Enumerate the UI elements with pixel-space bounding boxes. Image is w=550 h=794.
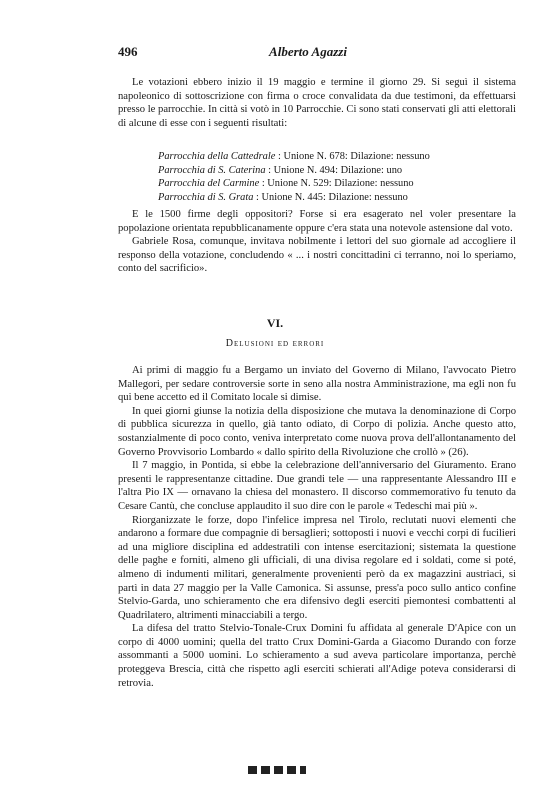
parish-results bbox=[158, 150, 430, 204]
page-number: 496 bbox=[118, 44, 138, 59]
parish-union: : Unione N. 494: bbox=[268, 164, 339, 176]
parish-name: Parrocchia della Cattedrale bbox=[158, 151, 276, 162]
running-title: Alberto Agazzi bbox=[269, 44, 347, 59]
paragraph: Riorganizzate le forze, dopo l'infelice impresa nel Tirolo, reclutati nuovi elementi che andarono a formare due compagnie di bersaglieri; sottoposti i nuovi e vecchi corpi di fucilieri ad una migliore disciplina ed addestratili con intense esercitazioni; sistemata la questione delle paghe e forniti, almeno gli ufficiali, di una divisa regolare ed i soldati, come si poté, almeno di indumenti militari, generalmente provenienti però da ex magazzini austriaci, si partì in data 27 maggio per la Valle Camonica. Si assunse, press'a poco sullo antico confine Stelvio-Garda, uno schieramento che era difensivo degli eserciti piemontesi combattenti al Quadrilatero, altrimenti minacciabili a tergo. bbox=[118, 514, 516, 621]
paragraph: In quei giorni giunse la notizia della disposizione che mutava la denominazione di Corpo di pubblica sicurezza in quello, già tanto odiato, di Corpo di polizia. Anche questo atto, sostanzialmente di poco conto, veniva interpretato come nuova prova dell'allontanamento del Governo Provvisorio Lombardo « dallo spirito della Rivoluzione che crollò » (26). bbox=[118, 405, 516, 458]
parish-row bbox=[158, 191, 430, 205]
section-title: Delusioni ed errori bbox=[225, 338, 325, 349]
parish-union: : Unione N. 678: bbox=[277, 151, 348, 162]
paragraph: E le 1500 firme degli oppositori? Forse si era esagerato nel voler presentare la popolazione orientata repubblicanamente oppure c'era stata una notevole astensione dal voto. bbox=[118, 209, 516, 234]
parish-dilazione: Dilazione: nessuno bbox=[350, 151, 430, 162]
parish-row bbox=[158, 177, 430, 191]
paragraph: Gabriele Rosa, comunque, invitava nobilmente i lettori del suo giornale ad accogliere il responso della votazione, concludendo « ... i nostri concittadini ci terranno, noi lo speriamo, conto del sacrificio». bbox=[118, 236, 516, 275]
intro-text bbox=[118, 76, 516, 130]
printer-mark bbox=[248, 766, 306, 774]
parish-name: Parrocchia di S. Caterina bbox=[158, 164, 266, 176]
parish-name: Parrocchia del Carmine bbox=[158, 178, 260, 190]
paragraph: La difesa del tratto Stelvio-Tonale-Crux Domini fu affidata al generale D'Apice con un corpo di 4000 uomini; quella del tratto Crux Domini-Garda a Giacomo Durando con forze assommanti a 5000 uomini. Lo schieramento a sud aveva particolare importanza, perchè proteggeva Brescia, città che rispetto agli eserciti schierati all'Adige poteva considerarsi di retrovia. bbox=[118, 623, 516, 689]
parish-row bbox=[158, 150, 430, 164]
paragraph: Il 7 maggio, in Pontida, si ebbe la celebrazione dell'anniversario del Giuramento. Erano presenti le rappresentanze cittadine. Due grandi tele — una rappresentante Alessandro III e l'altra Pio IX — ornavano la chiesa del monastero. Il discorso commemorativo fu tenuto da Cesare Cantù, che concluse applaudito il suo dire con le parole « Tedeschi mai più ». bbox=[118, 460, 516, 512]
page-header bbox=[118, 44, 498, 62]
parish-union: : Unione N. 529: bbox=[261, 178, 332, 190]
parish-row bbox=[158, 164, 430, 178]
parish-dilazione: Dilazione: nessuno bbox=[334, 178, 414, 190]
parish-name: Parrocchia di S. Grata bbox=[158, 191, 254, 203]
parish-dilazione: Dilazione: uno bbox=[340, 164, 403, 176]
parish-union: : Unione N. 445: bbox=[256, 191, 326, 203]
paragraph: Le votazioni ebbero inizio il 19 maggio e termine il giorno 29. Si seguì il sistema napoleonico di sottoscrizione con firma o croce convalidata da due testimoni, da effettuarsi presso le parrocchie. In città si votò in 10 Parrocchie. Ci sono stati conservati gli atti elettorali di alcune di esse con i seguenti risultati: bbox=[118, 77, 516, 129]
after-results-text bbox=[118, 208, 516, 276]
parish-dilazione: Dilazione: nessuno bbox=[328, 191, 408, 203]
section-number: VI. bbox=[266, 316, 284, 330]
paragraph: Ai primi di maggio fu a Bergamo un inviato del Governo di Milano, l'avvocato Pietro Mallegori, per sedare controversie sorte in seno alla nostra Amministrazione, ma egli non fu qui bene accetto ed il Comitato locale si dimise. bbox=[118, 365, 516, 404]
section-body bbox=[118, 364, 516, 690]
